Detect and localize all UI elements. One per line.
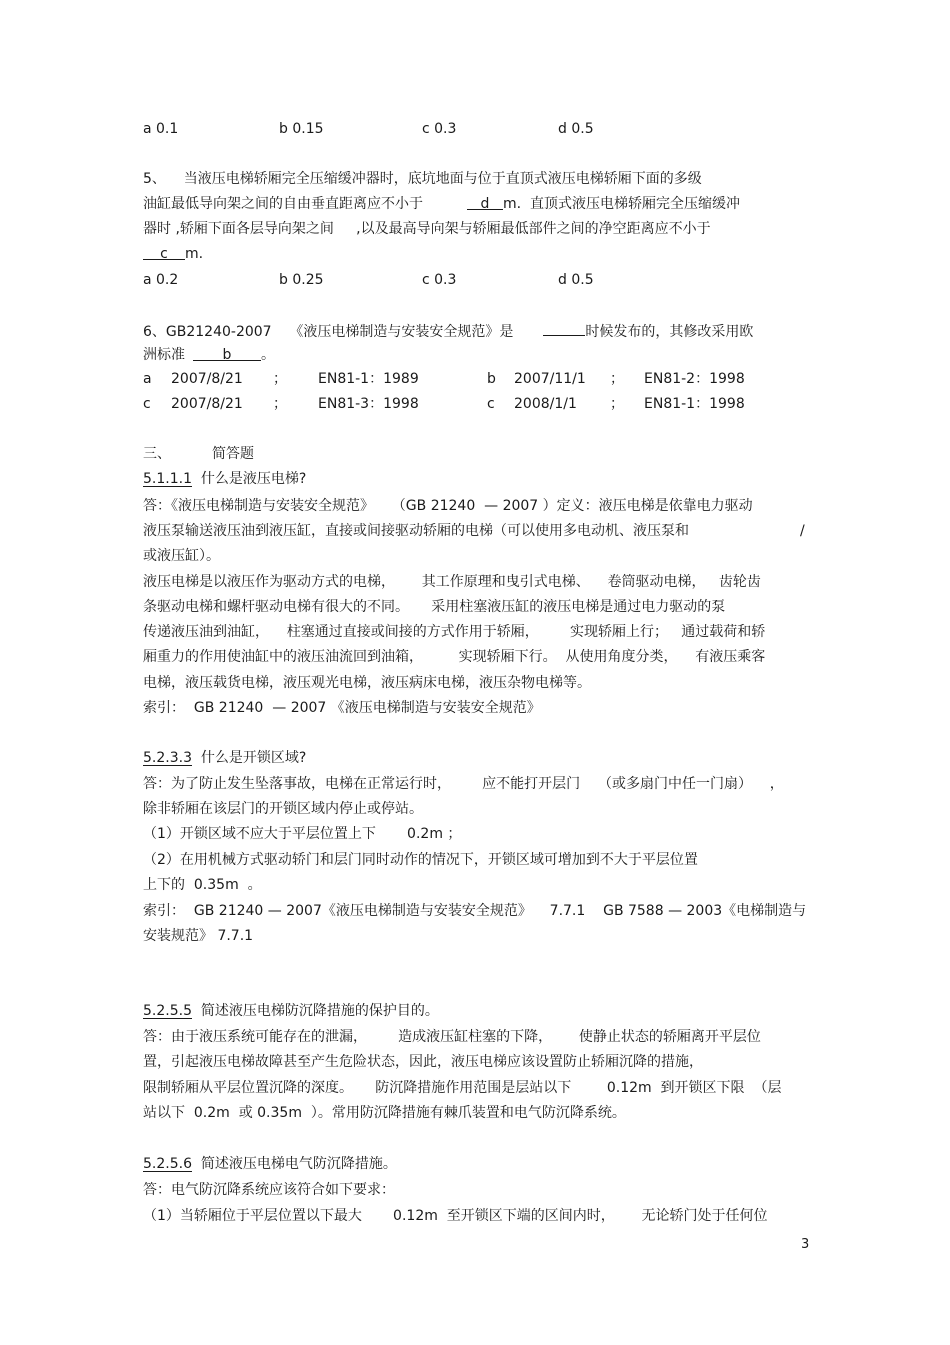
q4-option-d: d 0.5 — [558, 121, 594, 137]
q5-line-4b: m. — [185, 246, 204, 262]
para-5111-line-4: 厢重力的作用使油缸中的液压油流回到油箱， 实现轿厢下行。 从使用角度分类， 有液压乘客 — [143, 649, 766, 665]
question-5233-title: 什么是开锁区域? — [200, 750, 307, 766]
question-5233-number: 5.2.3.3 — [143, 750, 192, 766]
q6-line-1b: 时候发布的，其修改采用欧 — [585, 324, 754, 340]
q6-opt-a-sep: ； — [273, 371, 287, 387]
para-5111-line-1: 液压电梯是以液压作为驱动方式的电梯， 其工作原理和曳引式电梯、 卷筒驱动电梯， 齿轮齿 — [143, 574, 761, 590]
q5-option-a: a 0.2 — [143, 272, 179, 288]
q5-line-4 — [143, 244, 203, 264]
answer-5111-line-2: 液压泵输送液压油到液压缸，直接或间接驱动轿厢的电梯（可以使用多电动机、液压泵和 — [143, 523, 689, 539]
question-5111-title: 什么是液压电梯? — [200, 471, 307, 487]
q5-line-1: 5、 当液压电梯轿厢完全压缩缓冲器时，底坑地面与位于直顶式液压电梯轿厢下面的多级 — [143, 171, 702, 187]
q4-option-b: b 0.15 — [279, 121, 324, 137]
q6-opt-c-date: 2007/8/21 — [171, 396, 243, 412]
q6-opt-d-date: 2008/1/1 — [514, 396, 577, 412]
question-5111 — [143, 469, 306, 489]
answer-5111-line-1: 答：《液压电梯制造与安装安全规范》 （GB 21240 — 2007 ）定义：液压电梯是依靠电力驱动 — [143, 498, 753, 514]
q6-line-1a: 6、GB21240-2007 《液压电梯制造与安装安全规范》是 — [143, 324, 514, 340]
q5-blank-1: d — [467, 194, 503, 210]
answer-5255-line-2: 置，引起液压电梯故障甚至产生危险状态，因此，液压电梯应该设置防止轿厢沉降的措施， — [143, 1054, 703, 1070]
section-number: 三、 — [143, 446, 171, 462]
q6-blank-1 — [543, 320, 585, 336]
para-5111-line-5: 电梯，液压载货电梯，液压观光电梯，液压病床电梯，液压杂物电梯等。 — [143, 675, 591, 691]
answer-5255-line-3: 限制轿厢从平层位置沉降的深度。 防沉降措施作用范围是层站以下 0.12m 到开锁区下限 （层 — [143, 1080, 782, 1096]
q5-option-d: d 0.5 — [558, 272, 594, 288]
q6-opt-c-letter: c — [143, 396, 151, 412]
answer-5255-line-1: 答：由于液压系统可能存在的泄漏， 造成液压缸柱塞的下降， 使静止状态的轿厢离开平层位 — [143, 1029, 761, 1045]
question-5255 — [143, 1001, 439, 1021]
answer-5233-item-3: 上下的 0.35m 。 — [143, 877, 262, 893]
q5-line-2b: m. 直顶式液压电梯轿厢完全压缩缓冲 — [503, 196, 740, 212]
para-5111-line-3: 传递液压油到油缸， 柱塞通过直接或间接的方式作用于轿厢， 实现轿厢上行； 通过载荷和轿 — [143, 624, 766, 640]
q4-option-a: a 0.1 — [143, 121, 179, 137]
para-5111-line-2: 条驱动电梯和螺杆驱动电梯有很大的不同。 采用柱塞液压缸的液压电梯是通过电力驱动的泵 — [143, 599, 726, 615]
q6-line-2 — [143, 345, 275, 365]
reference-5111: 索引： GB 21240 — 2007 《液压电梯制造与安装安全规范》 — [143, 700, 541, 716]
answer-5111-slash: / — [800, 523, 805, 539]
answer-5256-line-1: 答：电气防沉降系统应该符合如下要求： — [143, 1182, 395, 1198]
q6-opt-a-date: 2007/8/21 — [171, 371, 243, 387]
question-5256 — [143, 1154, 397, 1174]
q6-opt-a-letter: a — [143, 371, 152, 387]
section-title: 简答题 — [212, 446, 254, 462]
q6-line-2a: 洲标准 — [143, 347, 185, 363]
question-5255-title: 简述液压电梯防沉降措施的保护目的。 — [200, 1003, 439, 1019]
q4-option-c: c 0.3 — [422, 121, 457, 137]
question-5233 — [143, 748, 306, 768]
question-5255-number: 5.2.5.5 — [143, 1003, 192, 1019]
q5-option-c: c 0.3 — [422, 272, 457, 288]
q6-opt-d-std: EN81-1：1998 — [644, 396, 745, 412]
reference-5233-line-1: 索引： GB 21240 — 2007《液压电梯制造与安装安全规范》 7.7.1 GB 7588 — 2003《电梯制造与 — [143, 903, 807, 919]
q6-opt-d-sep: ； — [610, 396, 624, 412]
question-5256-number: 5.2.5.6 — [143, 1156, 192, 1172]
q5-line-2a: 油缸最低导向架之间的自由垂直距离应不小于 — [143, 196, 423, 212]
answer-5255-line-4: 站以下 0.2m 或 0.35m ）。常用防沉降措施有棘爪装置和电气防沉降系统。 — [143, 1105, 626, 1121]
q5-blank-2: c — [143, 244, 185, 260]
q6-opt-a-std: EN81-1：1989 — [318, 371, 419, 387]
q5-option-b: b 0.25 — [279, 272, 324, 288]
q6-line-1 — [143, 320, 753, 340]
q6-opt-b-std: EN81-2：1998 — [644, 371, 745, 387]
q5-line-3: 器时 ,轿厢下面各层导向架之间 ,以及最高导向架与轿厢最低部件之间的净空距离应不小于 — [143, 221, 711, 237]
q6-opt-b-date: 2007/11/1 — [514, 371, 586, 387]
q6-opt-d-letter: c — [487, 396, 495, 412]
answer-5111-line-3: 或液压缸）。 — [143, 548, 220, 564]
answer-5233-line-1: 答：为了防止发生坠落事故，电梯在正常运行时， 应不能打开层门 （或多扇门中任一门扇） ， — [143, 776, 784, 792]
q6-blank-2: b — [193, 345, 261, 361]
q6-opt-b-letter: b — [487, 371, 496, 387]
q6-opt-c-std: EN81-3：1998 — [318, 396, 419, 412]
answer-5256-item-1: （1）当轿厢位于平层位置以下最大 0.12m 至开锁区下端的区间内时， 无论轿门处于任何位 — [143, 1208, 768, 1224]
reference-5233-line-2: 安装规范》 7.7.1 — [143, 928, 254, 944]
question-5111-number: 5.1.1.1 — [143, 471, 192, 487]
q6-line-2b: 。 — [261, 347, 275, 363]
q6-opt-b-sep: ； — [610, 371, 624, 387]
page-number: 3 — [801, 1237, 810, 1252]
answer-5233-item-2: （2）在用机械方式驱动轿门和层门同时动作的情况下，开锁区域可增加到不大于平层位置 — [143, 852, 698, 868]
q6-opt-c-sep: ； — [273, 396, 287, 412]
q5-line-2 — [143, 194, 740, 214]
question-5256-title: 简述液压电梯电气防沉降措施。 — [200, 1156, 397, 1172]
answer-5233-line-2: 除非轿厢在该层门的开锁区域内停止或停站。 — [143, 801, 423, 817]
answer-5233-item-1: （1）开锁区域不应大于平层位置上下 0.2m ； — [143, 826, 462, 842]
